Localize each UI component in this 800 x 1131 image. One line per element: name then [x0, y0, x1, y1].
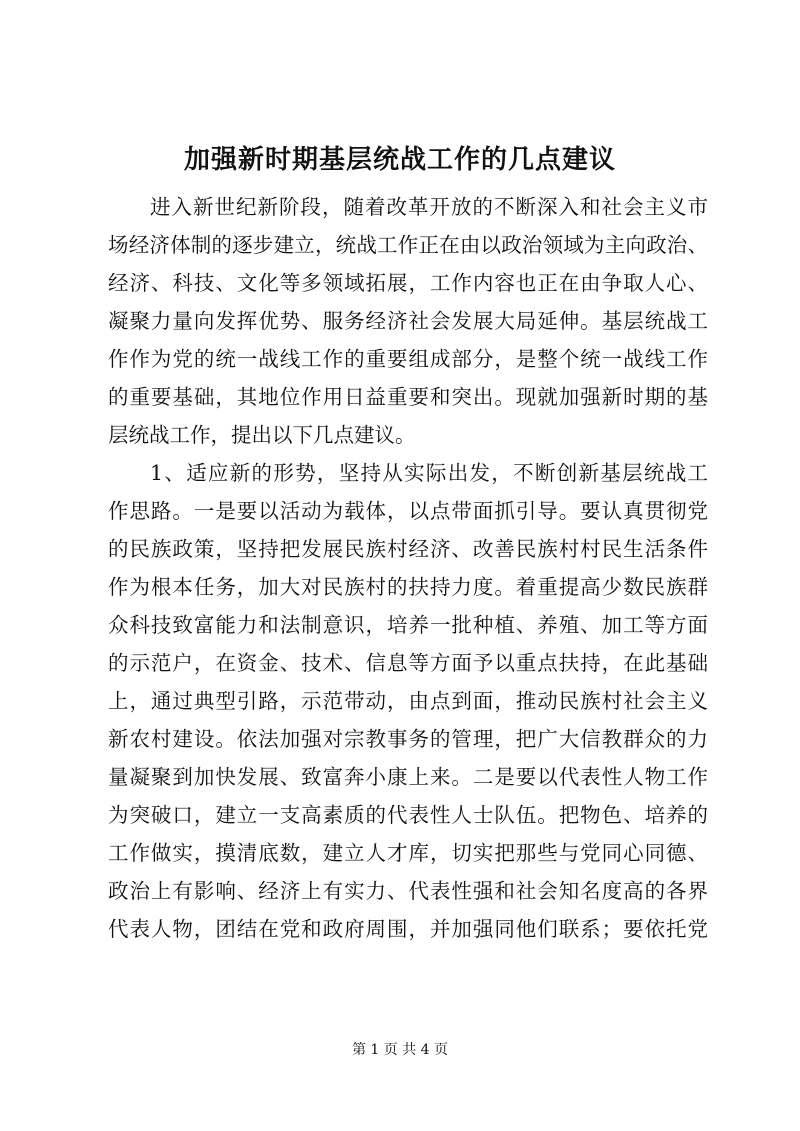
text-line: 量凝聚到加快发展、致富奔小康上来。二是要以代表性人物工作: [108, 765, 708, 789]
text-line: 新农村建设。依法加强对宗教事务的管理，把广大信教群众的力: [108, 727, 708, 751]
text-line: 凝聚力量向发挥优势、服务经济社会发展大局延伸。基层统战工: [108, 309, 708, 333]
text-line: 作作为党的统一战线工作的重要组成部分，是整个统一战线工作: [108, 347, 708, 371]
text-line: 上，通过典型引路，示范带动，由点到面，推动民族村社会主义: [108, 689, 708, 713]
document-body: [108, 188, 708, 948]
text-line: 代表人物，团结在党和政府周围，并加强同他们联系；要依托党: [108, 917, 708, 941]
text-line: 为突破口，建立一支高素质的代表性人士队伍。把物色、培养的: [108, 803, 708, 827]
text-line: 的民族政策，坚持把发展民族村经济、改善民族村村民生活条件: [108, 537, 708, 561]
text-line: 工作做实，摸清底数，建立人才库，切实把那些与党同心同德、: [108, 841, 708, 865]
text-line: 进入新世纪新阶段，随着改革开放的不断深入和社会主义市: [150, 195, 708, 219]
text-line: 经济、科技、文化等多领域拓展，工作内容也正在由争取人心、: [108, 271, 708, 295]
text-line: 作为根本任务，加大对民族村的扶持力度。着重提高少数民族群: [108, 575, 708, 599]
text-line: 作思路。一是要以活动为载体，以点带面抓引导。要认真贯彻党: [108, 499, 708, 523]
text-line: 场经济体制的逐步建立，统战工作正在由以政治领域为主向政治、: [108, 233, 708, 257]
text-line: 政治上有影响、经济上有实力、代表性强和社会知名度高的各界: [108, 879, 708, 903]
text-line: 的重要基础，其地位作用日益重要和突出。现就加强新时期的基: [108, 385, 708, 409]
page-number-footer: 第 1 页 共 4 页: [351, 1042, 449, 1058]
text-line: 层统战工作，提出以下几点建议。: [108, 423, 416, 447]
text-line: 众科技致富能力和法制意识，培养一批种植、养殖、加工等方面: [108, 613, 708, 637]
text-line: 的示范户，在资金、技术、信息等方面予以重点扶持，在此基础: [108, 651, 708, 675]
text-line: 1、适应新的形势，坚持从实际出发，不断创新基层统战工: [150, 461, 708, 485]
document-title: 加强新时期基层统战工作的几点建议: [183, 145, 616, 175]
